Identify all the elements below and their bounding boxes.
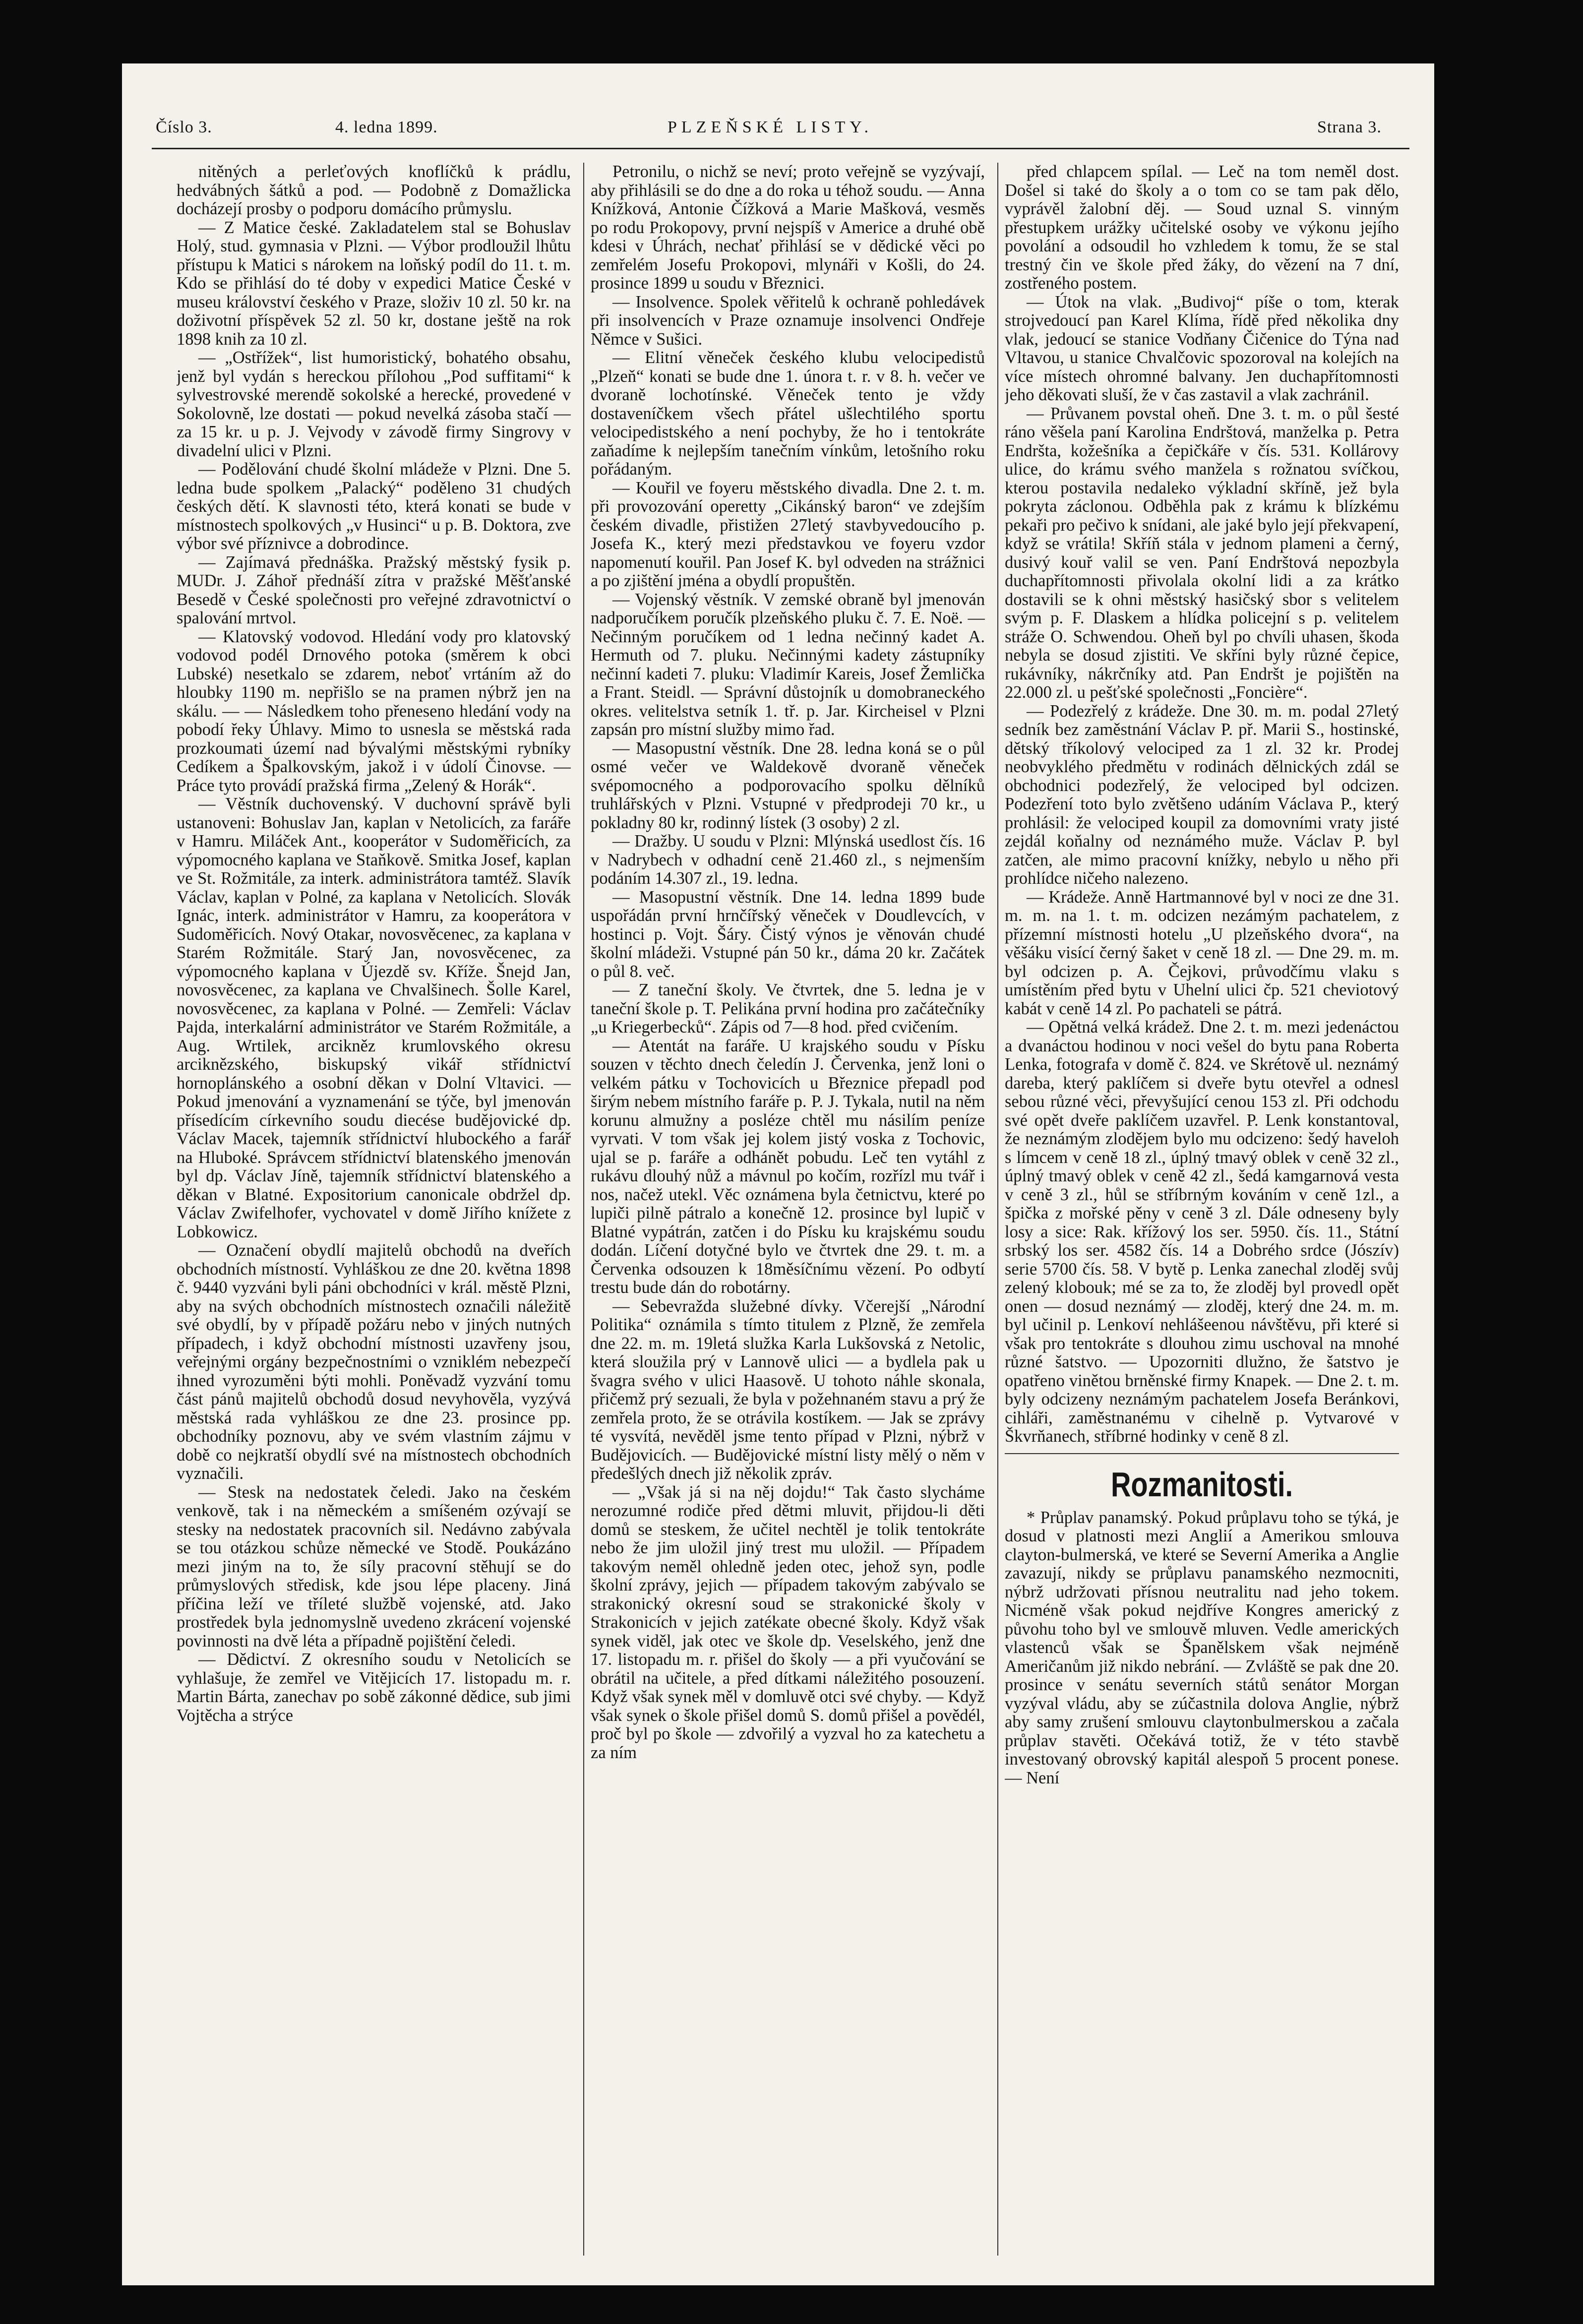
article: — Z taneční školy. Ve čtvrtek, dne 5. ledna je v taneční škole p. T. Pelikána první hodina pro začátečníky „u Kriegerbecků“. Zápis od 7—8 hod. před cvičením.: [591, 980, 985, 1037]
article: — Elitní věneček českého klubu velocipedistů „Plzeň“ konati se bude dne 1. února t. r. v 8. h. večer ve dvoraně lochotínské. Věneček tento je vždy dostaveníčkem všech přátel ušlechtilého sportu velocipedistského a není pochyby, že ho i tentokráte zaňadíme k nejlepším tanečním vínkům, letošního roku pořádaným.: [591, 348, 985, 479]
header-rule: [152, 148, 1409, 149]
article: — Vojenský věstník. V zemské obraně byl jmenován nadporučíkem poručík plzeňského pluku č. 7. E. Noë. — Nečinným poručíkem od 1 ledna nečinný kadet A. Hermuth od 7. pluku. Nečinnými kadety zástupníky nečinní kadeti 7. pluku: Vladimír Kareis, Josef Žemlička a Frant. Steidl. — Správní důstojník u domobraneckého okres. velitelstva setník 1. tř. p. Jar. Kircheisel v Plzni zapsán pro místní služby mimo řad.: [591, 590, 985, 739]
article: — Dědictví. Z okresního soudu v Netolicích se vyhlašuje, že zemřel ve Vitějicích 17. listopadu m. r. Martin Bárta, zanechav po sobě zákonné dědice, sub jimi Vojtěcha a strýce: [177, 1650, 571, 1725]
article: — Opětná velká krádež. Dne 2. t. m. mezi jedenáctou a dvanáctou hodinou v noci vešel do bytu pana Roberta Lenka, fotografa v domě č. 824. ve Skrétově ul. neznámý dareba, který paklíčem si dveře bytu otevřel a odnesl sebou různé věci, převyšující cenou 153 zl. Při odchodu své opět dveře paklíčem uzavřel. P. Lenk konstantoval, že neznámým zlodějem bylo mu odcizeno: šedý haveloh s límcem v ceně 18 zl., úplný tmavý oblek v ceně 32 zl., úplný tmavý oblek v ceně 42 zl., šedá kamgarnová vesta v ceně 3 zl., hůl se stříbrným kováním v ceně 1zl., a špička z mořské pěny v ceně 3 zl. Dále odneseny byly losy a sice: Rak. křížový los ser. 5950. čís. 11., Státní srbský los ser. 4582 čís. 14 a Dobrého srdce (Jószív) serie 5700 čís. 58. V bytě p. Lenka zanechal zloděj svůj zelený klobouk; mé se za to, že zloděj byl provedl opět onen — dosud neznámý — zloděj, který dne 24. m. m. byl učinil p. Lenkoví nehlášeenou návštěvu, při které si však pro tentokráte s dlouhou zimu uschoval na mnohé různé šatstvo. — Upozorniti dlužno, že šatstvo je opatřeno vinětou brněnské firmy Knapek. — Dne 2. t. m. byly odcizeny neznámým pachatelem Josefa Beránkovi, cihláři, zaměstnanému v cihelně p. Vytvarové v Škvrňanech, stříbrné hodinky v ceně 8 zl.: [1005, 1018, 1399, 1446]
article: — Podělování chudé školní mládeže v Plzni. Dne 5. ledna bude spolkem „Palacký“ poděleno 31 chudých českých dětí. K slavnosti této, která konati se bude v místnostech spolkových „v Husinci“ u p. B. Doktora, zve výbor své příznivce a dobrodince.: [177, 460, 571, 553]
issue-number: Číslo 3.: [156, 118, 212, 136]
column-2: [591, 163, 985, 2256]
article: — Stesk na nedostatek čeledi. Jako na českém venkově, tak i na německém a smíšeném ozývají se stesky na nedostatek pracovních sil. Nedávno zabývala se tou otázkou schůze německé ve Stodě. Poukázáno mezi jiným na to, že síly pracovní stěhují se do průmyslových středisk, kde jsou lépe placeny. Jiná příčina leží ve tříleté službě vojenské, atd. Jako prostředek byla jednomyslně uvedeno zkrácení vojenské povinnosti na dvě léta a případně pojištění čeledi.: [177, 1482, 571, 1651]
column-rule: [997, 163, 998, 2256]
article: — „Však já si na něj dojdu!“ Tak často slycháme nerozumné rodiče před dětmi mluvit, přijdou-li děti domů se steskem, že učitel nechtěl je tolik tentokráte nebo že jim uložil jiný trest mu uložil. — Případem takovým neměl ohledně jeden otec, jehož syn, podle školní zprávy, jejich — případem takovým zabývalo se strakonický okresní soud se strakonické školy v Strakonicích v jejich zatékate obecné školy. Když však synek viděl, jak otec ve škole dp. Veselského, jenž dne 17. listopadu m. r. přišel do školy — a při vyučování se obrátil na učitele, a před dítkami náležitého posouzení. Když však synek měl v domluvě otci své chyby. — Když však synek o škole přišel domů S. domů přišel a povědél, proč byl po škole — zdvořilý a vyzval ho za katechetu a za ním: [591, 1482, 985, 1762]
article: — Atentát na faráře. U krajského soudu v Písku souzen v těchto dnech čeledín J. Červenka, jenž loni o velkém pátku v Tochovicích u Březnice přepadl pod širým nebem místního faráře p. P. J. Tykala, nutil na něm korunu almužny a posléze chtěl mu násilím peníze vyrvati. V tom však jej kolem jistý voska z Tochovic, ujal se p. faráře a odhánět pobudu. Leč ten vytáhl z rukávu dlouhý nůž a mávnul po kočím, rozřízl mu tvář i nos, načež utekl. Věc oznámena byla četnictvu, které po lupiči pilně pátralo a konečně 12. prosince byl lupič v Blatné vypátrán, zatčen i do Písku ku krajskému soudu dodán. Líčení dotyčné bylo ve čtvrtek dne 29. t. m. a Červenka odsouzen k 18měsíčnímu vězení. Po odbytí trestu bude dán do robotárny.: [591, 1036, 985, 1297]
newspaper-title: PLZEŇSKÉ LISTY.: [668, 118, 873, 136]
issue-date: 4. ledna 1899.: [335, 118, 438, 136]
article: — Klatovský vodovod. Hledání vody pro klatovský vodovod podél Drnového potoka (směrem k obci Lubské) nesetkalo se zdarem, neboť vrtáním až do hloubky 1190 m. nepřišlo se na pramen nýbrž jen na skálu. — — Následkem toho přeneseno hledání vody na pobodí řeky Úhlavy. Mimo to usnesla se městská rada prozkoumati území nad bývalými městskými rybníky Cedíkem a Špalkovským, jakož i v údolí Činovse. — Práce tyto provádí pražská firma „Zelený & Horák“.: [177, 627, 571, 795]
column-1: [177, 163, 571, 2256]
article: — Označení obydlí majitelů obchodů na dveřích obchodních místností. Vyhláškou ze dne 20. května 1898 č. 9440 vyzváni byli páni obchodníci v král. městě Plzni, aby na svých obchodních místnostech označili náležitě své obydlí, by v případě požáru nebo v jiných nutných případech, i když obchodní místnosti uzavřeny jsou, veřejnými orgány bezpečnostními o vzniklém nebezpečí ihned vyrozuměni býti mohli. Poněvadž vyzvání tomu část pánů majitelů obchodů dosud nevyhověla, vyzývá městská rada vyhláškou ze dne 23. prosince pp. obchodníky poznovu, aby ve svém vlastním zájmu v době co nejkratší obydlí své na místnostech obchodních vyznačili.: [177, 1241, 571, 1483]
article: — Masopustní věstník. Dne 28. ledna koná se o půl osmé večer ve Waldekově dvoraně věneček svépomocného a podporovacího spolku dělníků truhlářských v Plzni. Vstupné v předprodeji 70 kr., u pokladny 80 kr, rodinný lístek (3 osoby) 2 zl.: [591, 738, 985, 832]
newspaper-page: [122, 63, 1434, 2285]
article: — Podezřelý z krádeže. Dne 30. m. m. podal 27letý sedník bez zaměstnání Václav P. př. Marii S., hostinské, dětský tříkolový velociped za 1 zl. 32 kr. Prodej neobvyklého předmětu v rodinách dělnických zdál se obchodnici podezřelý, že velociped byl odcizen. Podezření toto bylo zvětšeno udáním Václava P., který prohlásil: že velociped koupil za domovními vraty jisté zejdál koňalny od neznámého muže. Václav P. byl zatčen, ale mimo pracovní knížky, nebylo u něho při prohlídce ničeho nalezeno.: [1005, 701, 1399, 888]
article: nitěných a perleťových knoflíčků k prádlu, hedvábných šátků a pod. — Podobně z Domažlicka docházejí prosby o podporu domácího průmyslu.: [177, 163, 571, 218]
article: — Z Matice české. Zakladatelem stal se Bohuslav Holý, stud. gymnasia v Plzni. — Výbor prodloužil lhůtu přístupu k Matici s nárokem na loňský podíl do 11. t. m. Kdo se přihlásí do té doby v expedici Matice České v museu království českého v Praze, složiv 10 zl. 50 kr. na doživotní příspěvek 52 zl. 50 kr, dostane ještě na rok 1898 knih za 10 zl.: [177, 218, 571, 349]
article: — Útok na vlak. „Budivoj“ píše o tom, kterak strojvedoucí pan Karel Klíma, řídě před několika dny vlak, jedoucí se stanice Vodňany Čičenice do Týna nad Vltavou, u stanice Chvalčovic spozoroval na kolejích na více místech ohromné balvany. Jen duchapřítomnosti jeho děkovati sluší, že v čas zastavil a vlak zachránil.: [1005, 292, 1399, 404]
section-heading: Rozmanitosti.: [1110, 1465, 1293, 1504]
article: — Zajímavá přednáška. Pražský městský fysik p. MUDr. J. Záhoř přednáší zítra v pražské Měšťanské Besedě v České společnosti pro veřejné zdravotnictví o spalování mrtvol.: [177, 552, 571, 627]
column-3: [1005, 163, 1399, 2256]
column-rule: [583, 163, 584, 2256]
article: — Insolvence. Spolek věřitelů k ochraně pohledávek při insolvencích v Praze oznamuje insolvenci Ondřeje Němce v Sušici.: [591, 292, 985, 349]
section-rule: [1005, 1453, 1399, 1454]
article: — Krádeže. Anně Hartmannové byl v noci ze dne 31. m. m. na 1. t. m. odcizen nezámým pachatelem, z přízemní místnosti hotelu „U plzeňského dvora“, na věšáku visící černý šaket v ceně 18 zl. — Dne 29. m. m. byl odcizen p. A. Čejkovi, průvodčímu vlaku s umístěním před bytu v Uhelní ulici čp. 521 cheviotový kabát v ceně 14 zl. Po pachateli se pátrá.: [1005, 887, 1399, 1018]
article: * Průplav panamský. Pokud průplavu toho se týká, je dosud v platnosti mezi Anglií a Amerikou smlouva clayton-bulmerská, ve které se Severní Amerika a Anglie zavazují, nikdy se průplavu panamského nezmocniti, nýbrž udržovati přísnou neutralitu nad jeho tokem. Nicméně však pokud nejdříve Kongres americký z půvohu toho byl ve smlouvě mluven. Vedle amerických vlastenců však se Španělskem však nejméně Američanům již nikdo nebrání. — Zvláště se pak dne 20. prosince v senátu severních států senátor Morgan vyzýval vládu, aby se zúčastnila dolova Anglie, nýbrž aby samy zrušení smlouvu claytonbulmerskou a začala průplav stavěti. Očekává totiž, že v této stavbě investovaný obrovský kapitál alespoň 5 procent ponese. — Není: [1005, 1508, 1399, 1787]
article: — Průvanem povstal oheň. Dne 3. t. m. o půl šesté ráno věšela paní Karolina Endrštová, manželka p. Petra Endršta, kožešníka a čepičkáře v čís. 531. Kollárovy ulice, do krámu svého manžela s rožnatou svíčkou, kterou postavila nedaleko výkladní skříně, jež byla pokryta záclonou. Odběhla pak z krámu k blízkému pekaři pro pečivo k snídani, ale jaké bylo její překvapení, když se vrátila! Skříň stála v jednom plameni a černý, dusivý kouř valil se ven. Paní Endrštová nepozbyla duchapřítomnosti přivolala okolní lidi a za krátko dostavili se k ohni městský hasičský sbor s velitelem svým p. F. Dlaskem a hlídka policejní s p. velitelem stráže O. Schwendou. Oheň byl po chvíli uhasen, škoda nebyla se dosud zjistiti. Ve skříni byly různé čepice, rukávníky, nákrčníky atd. Pan Endršt je pojištěn na 22.000 zl. u pešťské společnosti „Foncière“.: [1005, 404, 1399, 702]
article: — Věstník duchovenský. V duchovní správě byli ustanoveni: Bohuslav Jan, kaplan v Netolicích, za faráře v Hamru. Miláček Ant., kooperátor v Sudoměřicích, za výpomocného kaplana ve Staňkově. Smitka Josef, kaplan ve St. Rožmitále, za interk. administrátora tamtéž. Slavík Václav, kaplan v Polné, za kaplana v Netolicích. Slovák Ignác, interk. administrátor v Hamru, za kooperátora v Sudoměřicích. Nový Otakar, novosvěcenec, za kaplana v Starém Rožmitále. Starý Jan, novosvěcenec, za výpomocného kaplana v Újezdě sv. Kříže. Šnejd Jan, novosvěcenec, za kaplana ve Chvalšinech. Šolle Karel, novosvěcenec, za kaplana v Polné. — Zemřeli: Václav Pajda, interkalární administrátor ve Starém Rožmitále, a Aug. Wrtilek, arcikněz krumlovského okresu arciknězského, biskupský vikář střídnictví hornoplánského a osobní děkan v Dolní Vltavici. — Pokud jmenování a vyznamenání se týče, byl jmenován přísedícím církevního soudu diecése budějovické dp. Václav Macek, tajemník střídnictví hlubockého a farář na Hluboké. Správcem střídnictví blatenského jmenován byl dp. Václav Jíně, tajemník střídnictví blatenského a děkan v Blatné. Expositorium canonicale obdržel dp. Václav Zwifelhofer, vychovatel v domě Jiřího knížete z Lobkowicz.: [177, 795, 571, 1241]
article: — Dražby. U soudu v Plzni: Mlýnská usedlost čís. 16 v Nadrybech v odhadní ceně 21.460 zl., s nejmenším podáním 14.307 zl., 19. ledna.: [591, 832, 985, 888]
article: — Sebevražda služebné dívky. Včerejší „Národní Politika“ oznámila s tímto titulem z Plzně, že zemřela dne 22. m. m. 19letá služka Karla Lukšovská z Netolic, která sloužila prý v Lannově ulici — a bydlela pak u švagra svého v ulici Haasově. U tohoto náhle skonala, přičemž prý sezuali, že byla v požehnaném stavu a prý že zemřela proto, že se otrávila kostíkem. — Jak se zprávy té vysvítá, nevěděl jsme tento případ v Plzni, nýbrž v Budějovicích. — Budějovické místní listy mělý o něm v předešlých dnech již několik zpráv.: [591, 1296, 985, 1483]
article: — „Ostřížek“, list humoristický, bohatého obsahu, jenž byl vydán s hereckou přílohou „Pod suffitami“ k sylvestrovské merendě sokolské a herecké, provedené v Sokolovně, lze dostati — pokud nevelká zásoba stačí — za 15 kr. u p. J. Vejvody v závodě firmy Singrovy v divadelní ulici v Plzni.: [177, 348, 571, 460]
article: před chlapcem spílal. — Leč na tom neměl dost. Došel si také do školy a o tom co se tam pak dělo, vyprávěl žalobní děj. — Soud uznal S. vinným přestupkem urážky učitelské osoby ve výkonu jejího povolání a odsoudil ho vzhledem k tomu, že se stal trestný čin ve škole před žáky, do vězení na 7 dní, zostřeného postem.: [1005, 163, 1399, 293]
page-number: Strana 3.: [1317, 118, 1382, 136]
article: — Masopustní věstník. Dne 14. ledna 1899 bude uspořádán první hrnčířský věneček v Doudlevcích, v hostinci p. Vojt. Šáry. Čistý výnos je věnován chudé školní mládeži. Vstupné pán 50 kr., dáma 20 kr. Začátek o půl 8. več.: [591, 887, 985, 981]
article: — Kouřil ve foyeru městského divadla. Dne 2. t. m. při provozování operetty „Cikánský baron“ ve zdejším českém divadle, přistižen 27letý stavbyvedoucího p. Josefa K., který mezi představkou ve foyeru vzdor napomenutí kouřil. Pan Josef K. byl odveden na strážnici a po zjištění jména a obydlí propuštěn.: [591, 478, 985, 590]
article: Petronilu, o nichž se neví; proto veřejně se vyzývají, aby přihlásili se do dne a do roka u téhož soudu. — Anna Knížková, Antonie Čížková a Marie Mašková, vesměs po rodu Prokopovy, první nejspíš v Americe a druhé obě kdesi v Úhrách, nechať přihlásí se v dědické věci po zemřelém Josefu Prokopovi, mlynáři v Košli, do 24. prosince 1899 u soudu v Březnici.: [591, 163, 985, 293]
